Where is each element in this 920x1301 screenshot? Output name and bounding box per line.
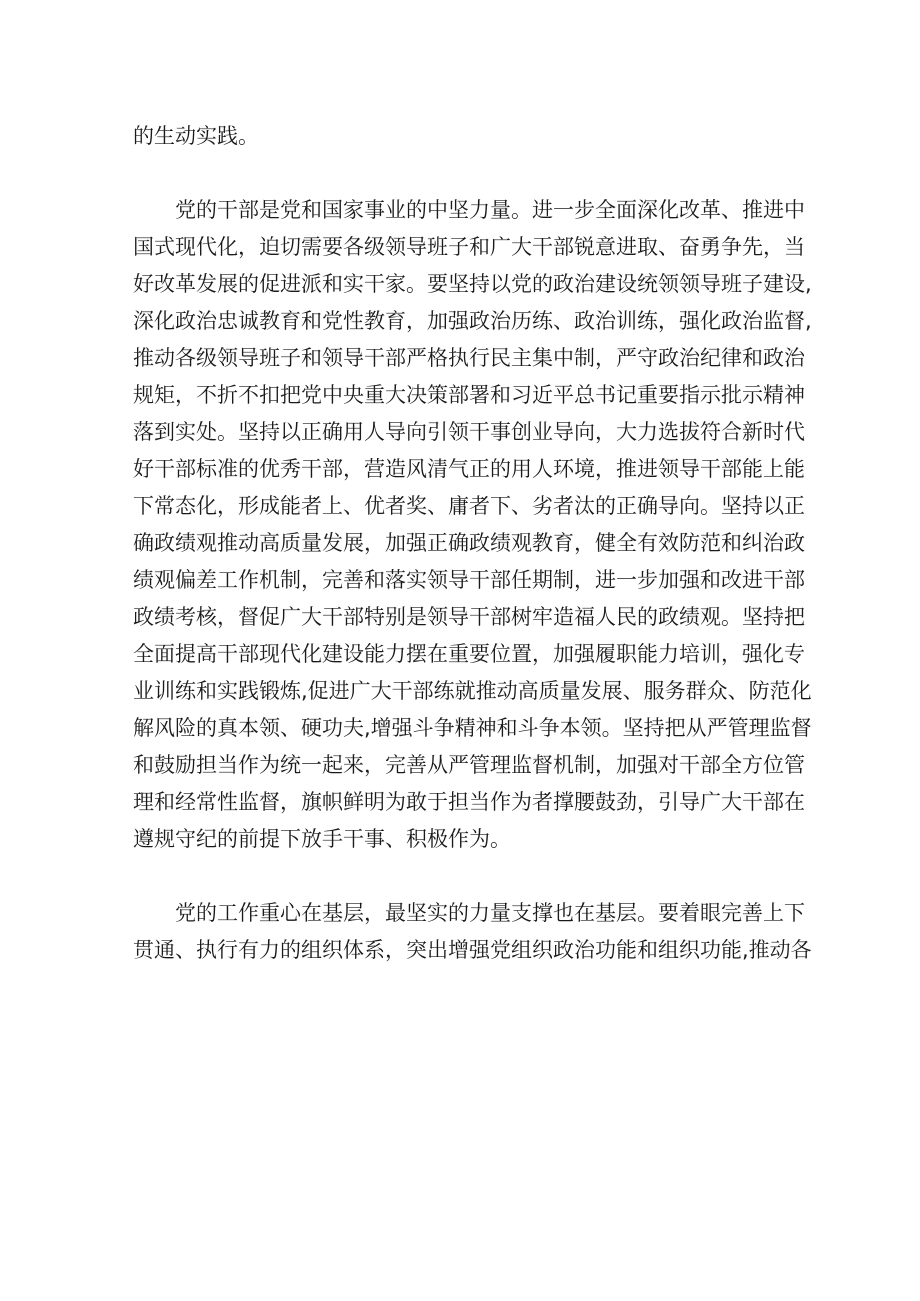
- text-line: 解风险的真本领、硬功夫,增强斗争精神和斗争本领。坚持把从严管理监督: [133, 716, 812, 740]
- text-line: 业训练和实践锻炼,促进广大干部练就推动高质量发展、服务群众、防范化: [133, 679, 812, 703]
- paragraph-spacing: [133, 858, 783, 895]
- text-line: 好改革发展的促进派和实干家。要坚持以党的政治建设统领领导班子建设,: [133, 272, 812, 296]
- text-line: 落到实处。坚持以正确用人导向引领干事创业导向，大力选拔符合新时代: [133, 420, 805, 444]
- text-line: 党的干部是党和国家事业的中坚力量。进一步全面深化改革、推进中: [175, 198, 805, 222]
- paragraph: [133, 895, 812, 969]
- paragraph: [133, 192, 812, 858]
- text-line: 确政绩观推动高质量发展，加强正确政绩观教育，健全有效防范和纠治政: [133, 531, 805, 555]
- text-line: 遵规守纪的前提下放手干事、积极作为。: [133, 827, 511, 851]
- text-line: 规矩，不折不扣把党中央重大决策部署和习近平总书记重要指示批示精神: [133, 383, 805, 407]
- text-line: 下常态化，形成能者上、优者奖、庸者下、劣者汰的正确导向。坚持以正: [133, 494, 805, 518]
- text-line: 的生动实践。: [133, 124, 259, 148]
- paragraph-spacing: [133, 155, 783, 192]
- text-line: 全面提高干部现代化建设能力摆在重要位置，加强履职能力培训，强化专: [133, 642, 805, 666]
- text-line: 推动各级领导班子和领导干部严格执行民主集中制，严守政治纪律和政治: [133, 346, 805, 370]
- text-line: 贯通、执行有力的组织体系，突出增强党组织政治功能和组织功能,推动各: [133, 938, 812, 962]
- text-line: 好干部标准的优秀干部，营造风清气正的用人环境，推进领导干部能上能: [133, 457, 805, 481]
- paragraph: [133, 118, 783, 155]
- text-line: 深化政治忠诚教育和党性教育，加强政治历练、政治训练，强化政治监督,: [133, 309, 812, 333]
- text-line: 党的工作重心在基层，最坚实的力量支撑也在基层。要着眼完善上下: [175, 901, 805, 925]
- text-line: 绩观偏差工作机制，完善和落实领导干部任期制，进一步加强和改进干部: [133, 568, 805, 592]
- text-line: 和鼓励担当作为统一起来，完善从严管理监督机制，加强对干部全方位管: [133, 753, 805, 777]
- text-line: 国式现代化，迫切需要各级领导班子和广大干部锐意进取、奋勇争先，当: [133, 235, 805, 259]
- text-line: 理和经常性监督，旗帜鲜明为敢于担当作为者撑腰鼓劲，引导广大干部在: [133, 790, 805, 814]
- text-line: 政绩考核，督促广大干部特别是领导干部树牢造福人民的政绩观。坚持把: [133, 605, 805, 629]
- document-body: [133, 118, 812, 969]
